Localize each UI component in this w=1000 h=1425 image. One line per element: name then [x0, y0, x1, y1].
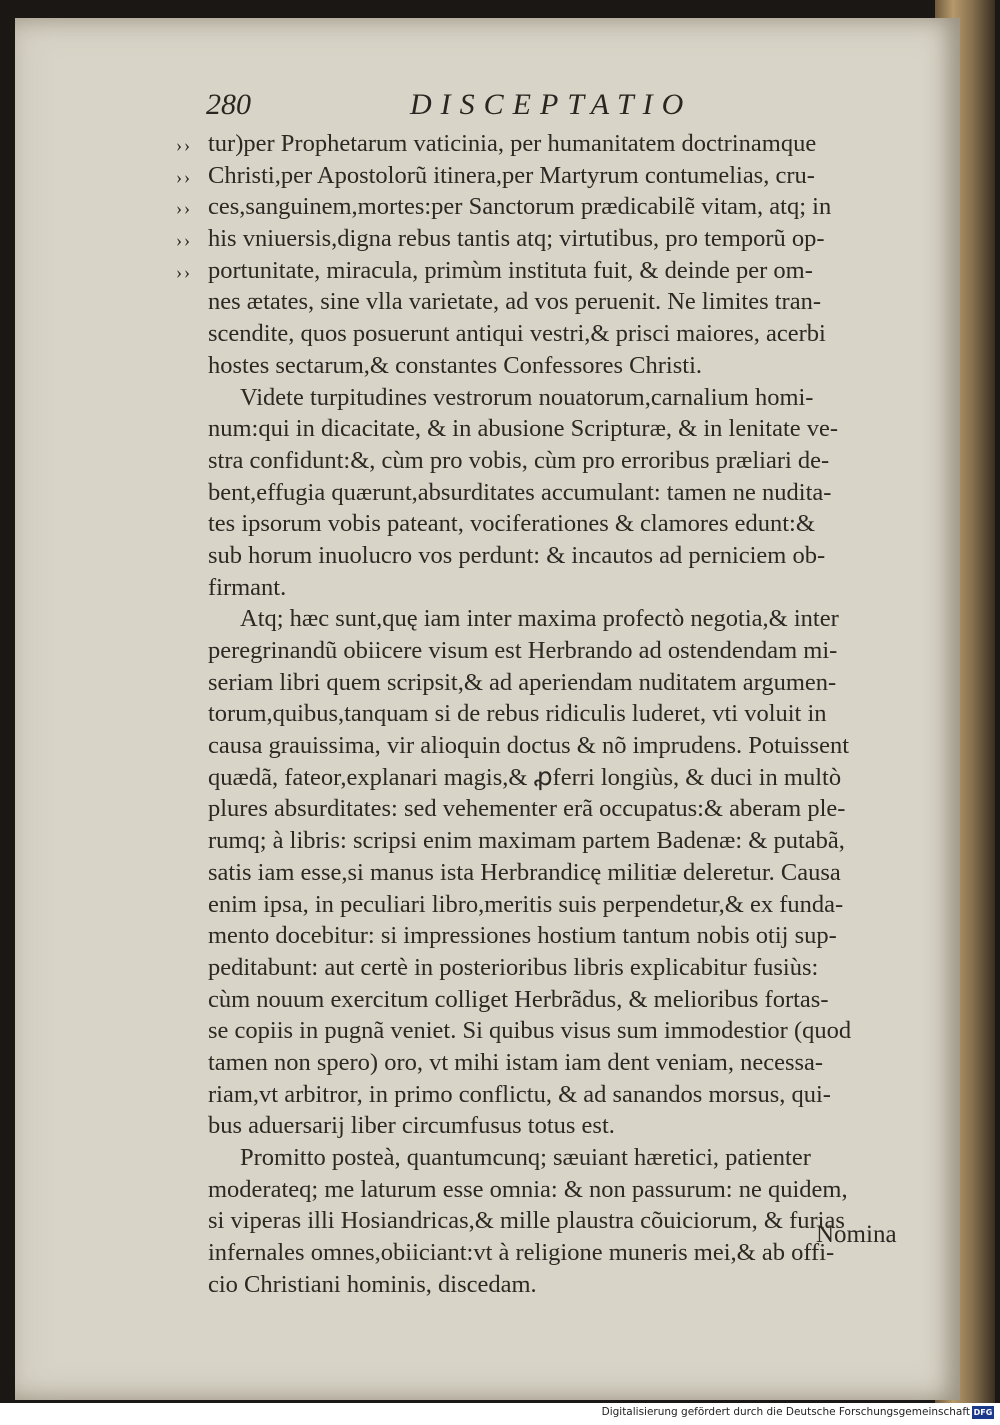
text-line [176, 508, 924, 540]
line-text: tur)per Prophetarum vaticinia, per humanitatem doctrinamque [208, 130, 817, 157]
line-text: se copiis in pugnã veniet. Si quibus visus sum immodestior (quod [208, 1017, 852, 1045]
line-text: mento docebitur: si impressiones hostium tantum nobis otij sup- [208, 922, 837, 950]
text-line [176, 920, 924, 952]
text-line [176, 223, 924, 255]
text-line [176, 1079, 924, 1111]
text-line [176, 445, 924, 477]
text-line [176, 382, 924, 414]
line-text: rumq; à libris: scripsi enim maximam partem Badenæ: & putabã, [208, 827, 845, 855]
text-line [176, 1269, 924, 1301]
line-text: bent,effugia quærunt,absurditates accumulant: tamen ne nudita- [208, 478, 832, 506]
text-line [176, 730, 924, 762]
line-text: num:qui in dicacitate, & in abusione Scripturæ, & in lenitate ve- [208, 415, 839, 443]
line-text: seriam libri quem scripsit,& ad aperiendam nuditatem argumen- [208, 668, 837, 696]
running-head: DISCEPTATIO [410, 88, 693, 121]
line-text: riam,vt arbitror, in primo conflictu, & ad sanandos morsus, qui- [208, 1080, 831, 1108]
text-line [176, 667, 924, 699]
quotation-mark: ›› [176, 198, 192, 219]
text-line [176, 889, 924, 921]
text-line [176, 128, 924, 160]
text-line [176, 1237, 924, 1269]
line-text: peregrinandũ obiicere visum est Herbrando ad ostendendam mi- [208, 637, 838, 664]
text-line [176, 793, 924, 825]
line-text: Atq; hæc sunt,quę iam inter maxima profectò negotia,& inter [240, 605, 839, 633]
text-line [176, 1142, 924, 1174]
text-line [176, 1047, 924, 1079]
page-header [200, 88, 720, 128]
line-text: bus aduersarij liber circumfusus totus est. [208, 1112, 615, 1140]
catchword: Nomina [816, 1221, 897, 1248]
text-line [176, 286, 924, 318]
text-line [176, 477, 924, 509]
line-text: Christi,per Apostolorũ itinera,per Martyrum contumelias, cru- [208, 161, 815, 189]
text-line [176, 413, 924, 445]
text-line [176, 1205, 924, 1237]
body-text [176, 128, 924, 1300]
text-line [176, 1015, 924, 1047]
line-text: torum,quibus,tanquam si de rebus ridiculis luderet, vti voluit in [208, 700, 827, 728]
line-text: peditabunt: aut certè in posterioribus libris explicabitur fusiùs: [208, 953, 819, 981]
line-text: si viperas illi Hosiandricas,& mille plaustra cõuiciorum, & furias [208, 1207, 845, 1235]
line-text: infernales omnes,obiiciant:vt à religione muneris mei,& ab offi- [208, 1239, 835, 1267]
line-text: firmant. [208, 573, 287, 601]
quotation-mark: ›› [176, 166, 192, 187]
line-text: nes ætates, sine vlla varietate, ad vos peruenit. Ne limites tran- [208, 288, 821, 316]
text-line [176, 318, 924, 350]
text-line [176, 635, 924, 667]
dfg-logo: DFG [973, 1408, 993, 1417]
text-line [176, 984, 924, 1016]
text-line [176, 191, 924, 223]
text-line [176, 350, 924, 382]
text-line [176, 698, 924, 730]
line-text: sub horum inuolucro vos perdunt: & incautos ad perniciem ob- [208, 541, 826, 569]
footer-credit: Digitalisierung gefördert durch die Deutsche Forschungsgemeinschaft [601, 1406, 970, 1418]
line-text: satis iam esse,si manus ista Herbrandicę militiæ deleretur. Causa [208, 858, 841, 886]
line-text: tes ipsorum vobis pateant, vociferationes & clamores edunt:& [208, 510, 815, 538]
page-number: 280 [206, 88, 251, 121]
text-line [176, 825, 924, 857]
quotation-mark: ›› [176, 135, 192, 155]
line-text: Promitto posteà, quantumcunq; sæuiant hæretici, patienter [240, 1144, 811, 1171]
line-text: quædã, fateor,explanari magis,& ꝓferri longiùs, & duci in multò [208, 763, 842, 791]
line-text: ces,sanguinem,mortes:per Sanctorum prædicabilẽ vitam, atq; in [208, 193, 832, 221]
line-text: Videte turpitudines vestrorum nouatorum,carnalium homi- [240, 383, 814, 411]
line-text: cùm nouum exercitum colliget Herbrãdus, & melioribus fortas- [208, 985, 829, 1013]
quotation-mark: ›› [176, 261, 192, 282]
line-text: plures absurditates: sed vehementer erã occupatus:& aberam ple- [208, 795, 846, 823]
line-text: portunitate, miracula, primùm instituta fuit, & deinde per om- [208, 256, 813, 284]
text-line [176, 160, 924, 192]
line-text: his vniuersis,digna rebus tantis atq; virtutibus, pro temporũ op- [208, 225, 825, 253]
line-text: causa grauissima, vir alioquin doctus & nõ imprudens. Potuissent [208, 732, 850, 760]
line-text: scendite, quos posuerunt antiqui vestri,& prisci maiores, acerbi [208, 320, 826, 348]
text-line [176, 1174, 924, 1206]
line-text: moderateq; me laturum esse omnia: & non passurum: ne quidem, [208, 1175, 848, 1203]
line-text: stra confidunt:&, cùm pro vobis, cùm pro erroribus præliari de- [208, 446, 830, 474]
text-line [176, 952, 924, 984]
text-line [176, 540, 924, 572]
text-line [176, 572, 924, 604]
text-line [176, 603, 924, 635]
line-text: hostes sectarum,& constantes Confessores Christi. [208, 351, 703, 379]
line-text: tamen non spero) oro, vt mihi istam iam dent veniam, necessa- [208, 1048, 824, 1076]
text-line [176, 857, 924, 889]
text-line [176, 762, 924, 794]
quotation-mark: ›› [176, 230, 192, 251]
line-text: cio Christiani hominis, discedam. [208, 1270, 537, 1298]
text-line [176, 1110, 924, 1142]
line-text: enim ipsa, in peculiari libro,meritis suis perpendetur,& ex funda- [208, 890, 844, 918]
text-line [176, 255, 924, 287]
